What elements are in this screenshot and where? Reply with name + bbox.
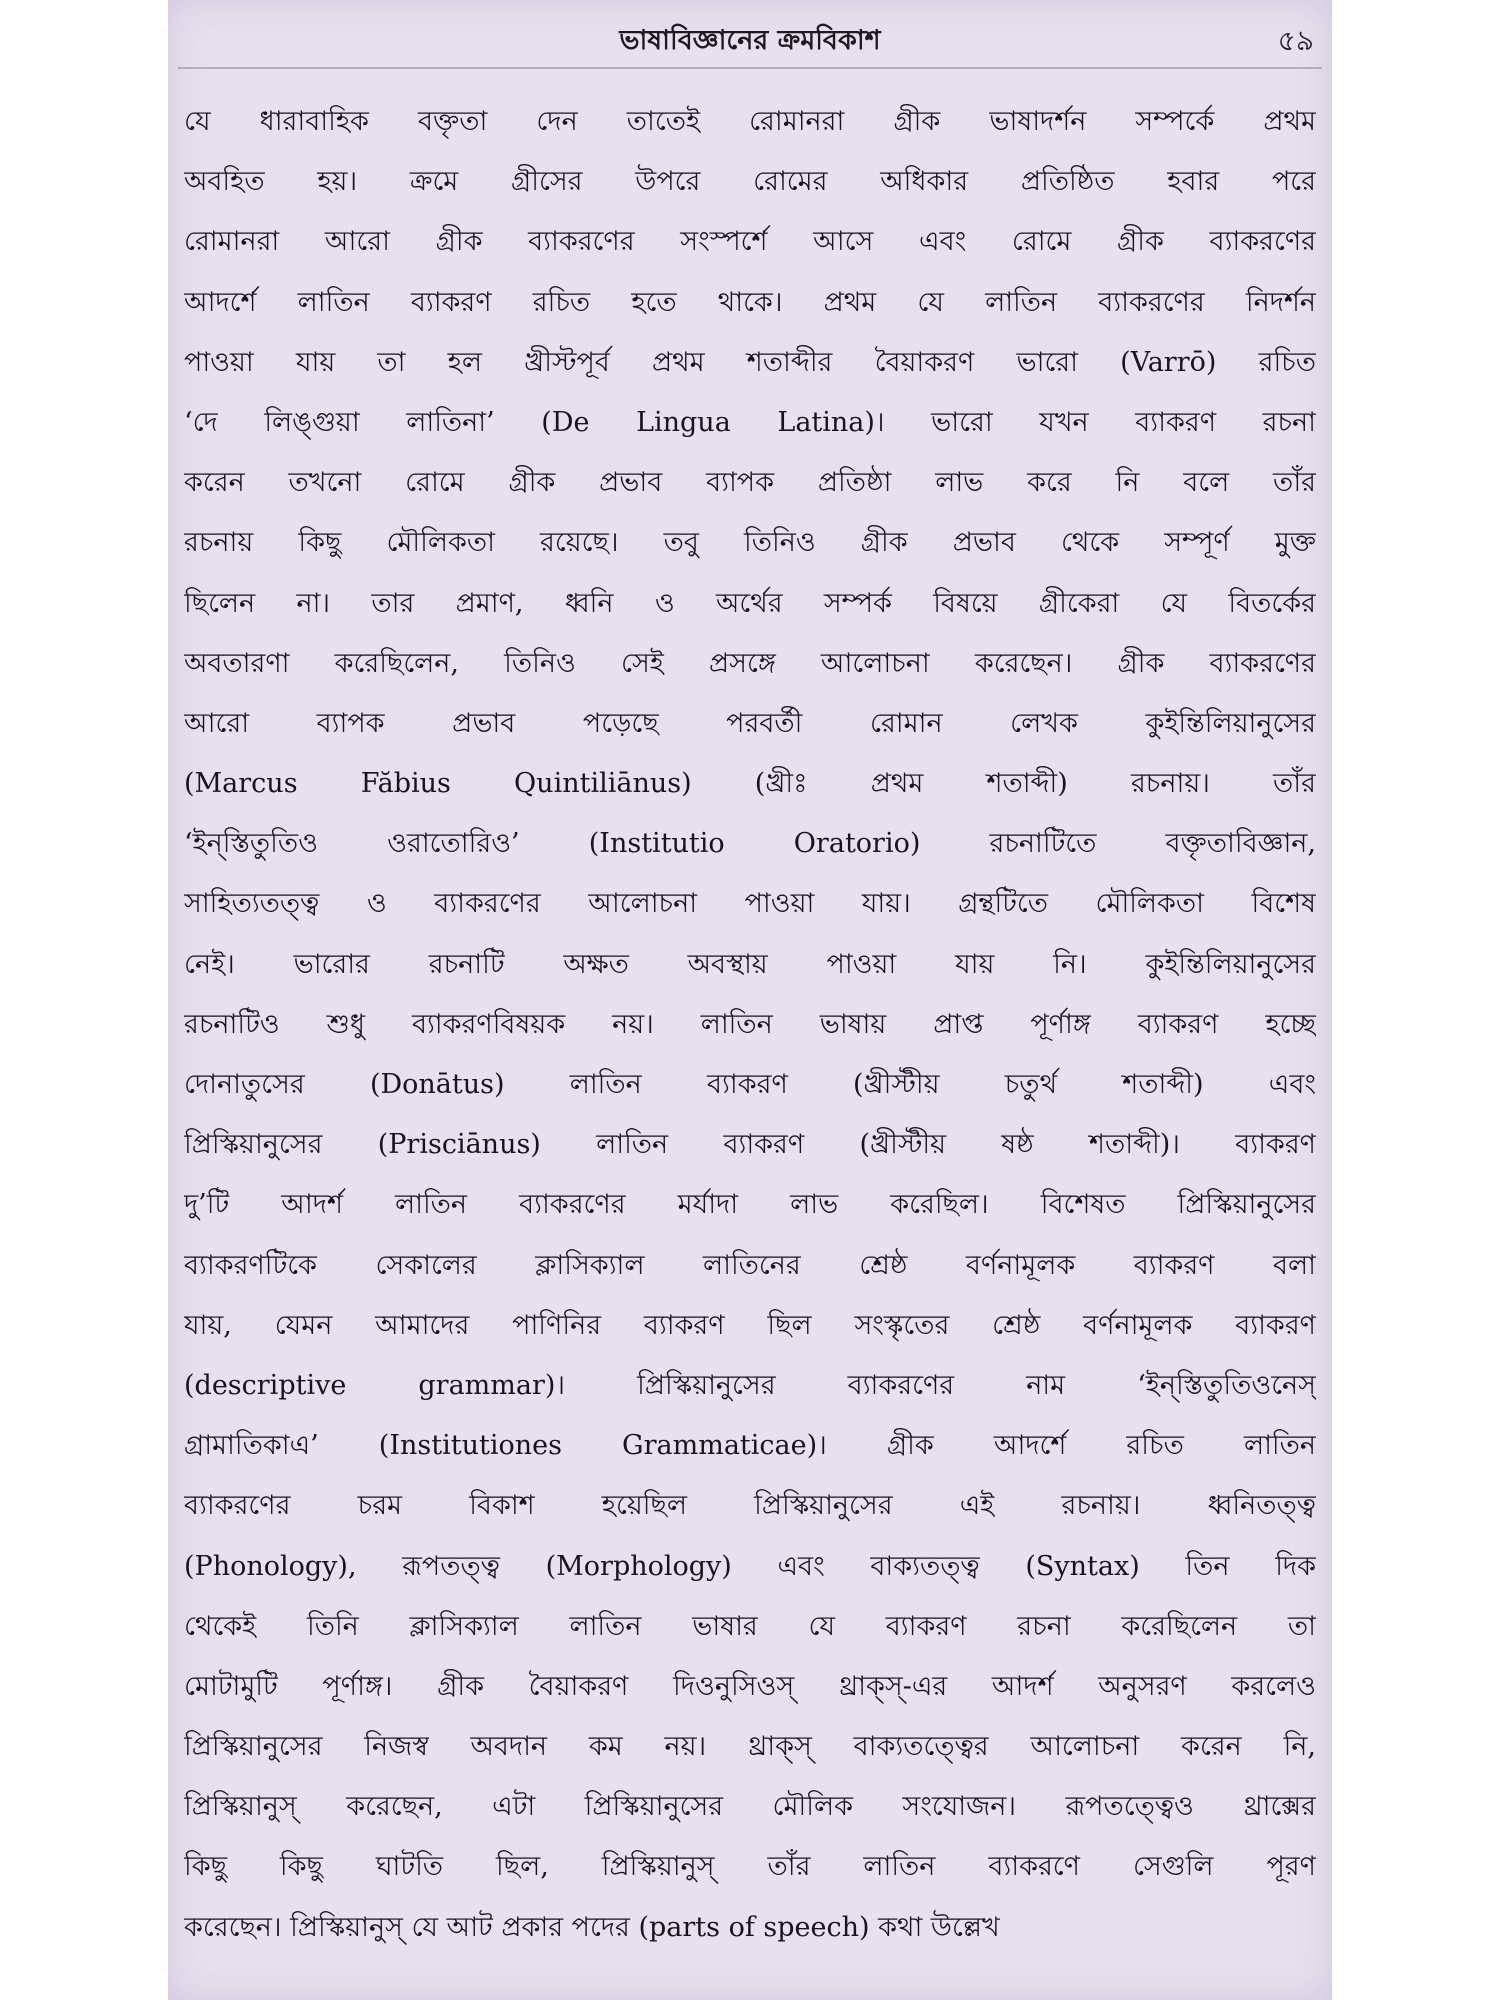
book-page	[168, 0, 1332, 2000]
text-line: আরো ব্যাপক প্রভাব পড়েছে পরবর্তী রোমান লেখক কুইন্তিলিয়ানুসের	[184, 707, 1316, 739]
text-line: থেকেই তিনি ক্লাসিক্যাল লাতিন ভাষার যে ব্যাকরণ রচনা করেছিলেন তা	[184, 1610, 1316, 1642]
text-line: ব্যাকরণের চরম বিকাশ হয়েছিল প্রিস্কিয়ানুসের এই রচনায়। ধ্বনিতত্ত্ব	[184, 1490, 1316, 1522]
text-line: কিছু কিছু ঘাটতি ছিল, প্রিস্কিয়ানুস্‌ তাঁর লাতিন ব্যাকরণে সেগুলি পূরণ	[184, 1851, 1316, 1883]
header-divider	[178, 67, 1322, 69]
text-line: রচনাটিও শুধু ব্যাকরণবিষয়ক নয়। লাতিন ভাষায় প্রাপ্ত পূর্ণাঙ্গ ব্যাকরণ হচ্ছে	[184, 1008, 1316, 1040]
text-line: গ্রামাতিকাএ’ (Institutiones Grammaticae)। গ্রীক আদর্শে রচিত লাতিন	[184, 1430, 1316, 1462]
text-line: দোনাতুসের (Donātus) লাতিন ব্যাকরণ (খ্রীস্টীয় চতুর্থ শতাব্দী) এবং	[184, 1069, 1316, 1100]
text-line: অবতারণা করেছিলেন, তিনিও সেই প্রসঙ্গে আলোচনা করেছেন। গ্রীক ব্যাকরণের	[184, 647, 1316, 679]
running-title: ভাষাবিজ্ঞানের ক্রমবিকাশ	[619, 25, 881, 56]
text-line: নেই। ভারোর রচনাটি অক্ষত অবস্থায় পাওয়া যায় নি। কুইন্তিলিয়ানুসের	[184, 948, 1316, 980]
page-number: ৫৯	[1277, 24, 1314, 57]
text-line: প্রিস্কিয়ানুসের নিজস্ব অবদান কম নয়। থ্রাক্স্‌ বাক্যতত্ত্বের আলোচনা করেন নি,	[184, 1731, 1316, 1763]
text-line: দু’টি আদর্শ লাতিন ব্যাকরণের মর্যাদা লাভ করেছিল। বিশেষত প্রিস্কিয়ানুসের	[184, 1189, 1316, 1221]
body-text	[184, 92, 1316, 1958]
text-line: সাহিত্যতত্ত্ব ও ব্যাকরণের আলোচনা পাওয়া যায়। গ্রন্থটিতে মৌলিকতা বিশেষ	[184, 888, 1316, 920]
text-line: ‘ইন্‌স্তিতুতিও ওরাতোরিও’ (Institutio Oratorio) রচনাটিতে বক্তৃতাবিজ্ঞান,	[184, 828, 1316, 860]
text-line: রোমানরা আরো গ্রীক ব্যাকরণের সংস্পর্শে আসে এবং রোমে গ্রীক ব্যাকরণের	[184, 226, 1316, 258]
text-line: প্রিস্কিয়ানুসের (Prisciānus) লাতিন ব্যাকরণ (খ্রীস্টীয় ষষ্ঠ শতাব্দী)। ব্যাকরণ	[184, 1129, 1316, 1161]
text-line: প্রিস্কিয়ানুস্‌ করেছেন, এটা প্রিস্কিয়ানুসের মৌলিক সংযোজন। রূপতত্ত্বেও থ্রাক্সের	[184, 1791, 1316, 1823]
text-line: (descriptive grammar)। প্রিস্কিয়ানুসের ব্যাকরণের নাম ‘ইন্‌স্তিতুতিওনেস্‌	[184, 1369, 1316, 1401]
text-line: (Phonology), রূপতত্ত্ব (Morphology) এবং বাক্যতত্ত্ব (Syntax) তিন দিক	[184, 1550, 1316, 1582]
text-line: আদর্শে লাতিন ব্যাকরণ রচিত হতে থাকে। প্রথম যে লাতিন ব্যাকরণের নিদর্শন	[184, 286, 1316, 318]
text-line: করেছেন। প্রিস্কিয়ানুস্‌ যে আট প্রকার পদের (parts of speech) কথা উল্লেখ	[184, 1911, 1000, 1943]
text-line: (Marcus Făbius Quintiliānus) (খ্রীঃ প্রথম শতাব্দী) রচনায়। তাঁর	[184, 768, 1316, 800]
text-line: ছিলেন না। তার প্রমাণ, ধ্বনি ও অর্থের সম্পর্ক বিষয়ে গ্রীকেরা যে বিতর্কের	[184, 587, 1316, 619]
text-line: রচনায় কিছু মৌলিকতা রয়েছে। তবু তিনিও গ্রীক প্রভাব থেকে সম্পূর্ণ মুক্ত	[184, 527, 1316, 559]
text-line: পাওয়া যায় তা হল খ্রীস্টপূর্ব প্রথম শতাব্দীর বৈয়াকরণ ভারো (Varrō) রচিত	[184, 346, 1316, 378]
text-line: যায়, যেমন আমাদের পাণিনির ব্যাকরণ ছিল সংস্কৃতের শ্রেষ্ঠ বর্ণনামূলক ব্যাকরণ	[184, 1309, 1316, 1341]
text-line: ‘দে লিঙ্গুয়া লাতিনা’ (De Lingua Latina)। ভারো যখন ব্যাকরণ রচনা	[184, 406, 1316, 438]
text-line: করেন তখনো রোমে গ্রীক প্রভাব ব্যাপক প্রতিষ্ঠা লাভ করে নি বলে তাঁর	[184, 467, 1316, 499]
text-line: মোটামুটি পূর্ণাঙ্গ। গ্রীক বৈয়াকরণ দিওনুসিওস্‌ থ্রাক্স্‌-এর আদর্শ অনুসরণ করলেও	[184, 1670, 1316, 1702]
text-line: যে ধারাবাহিক বক্তৃতা দেন তাতেই রোমানরা গ্রীক ভাষাদর্শন সম্পর্কে প্রথম	[184, 106, 1316, 137]
text-line: অবহিত হয়। ক্রমে গ্রীসের উপরে রোমের অধিকার প্রতিষ্ঠিত হবার পরে	[184, 166, 1316, 198]
running-header	[168, 18, 1332, 64]
text-line: ব্যাকরণটিকে সেকালের ক্লাসিক্যাল লাতিনের শ্রেষ্ঠ বর্ণনামূলক ব্যাকরণ বলা	[184, 1249, 1316, 1281]
